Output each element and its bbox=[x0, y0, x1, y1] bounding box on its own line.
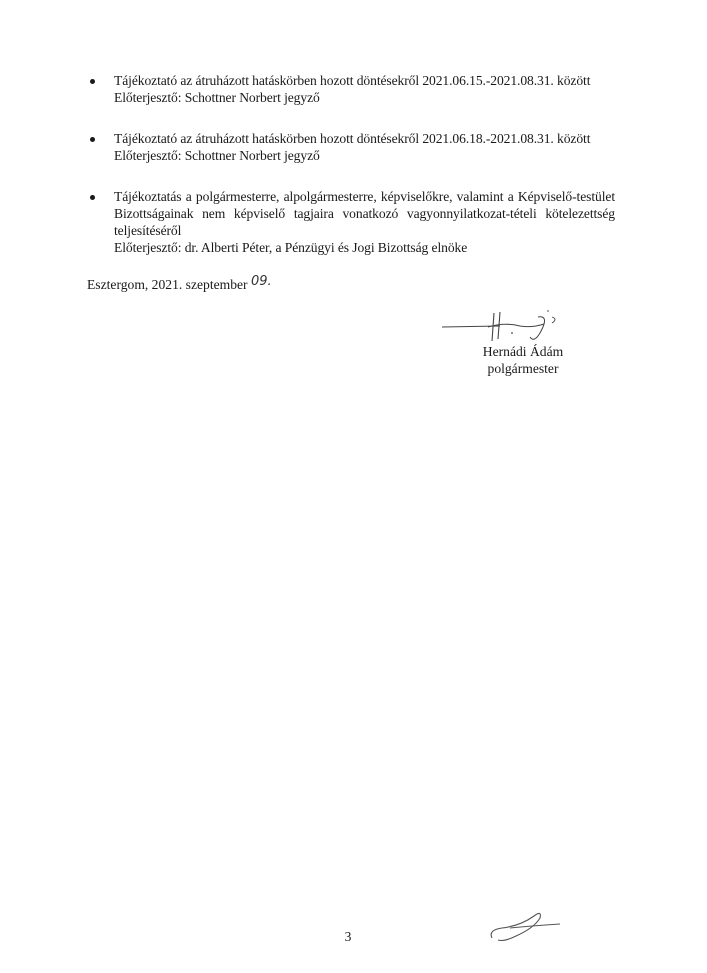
handwritten-day: 09. bbox=[250, 274, 272, 289]
agenda-item-presenter: Előterjesztő: Schottner Norbert jegyző bbox=[114, 90, 320, 105]
agenda-item-presenter: Előterjesztő: Schottner Norbert jegyző bbox=[114, 148, 320, 163]
agenda-item-title: Tájékoztató az átruházott hatáskörben hozott döntésekről 2021.06.18.-2021.08.31. között bbox=[114, 131, 591, 146]
agenda-item-presenter: Előterjesztő: dr. Alberti Péter, a Pénzügyi és Jogi Bizottság elnöke bbox=[114, 240, 468, 255]
signer-name: Hernádi Ádám bbox=[482, 344, 564, 359]
signature-icon bbox=[440, 305, 570, 347]
bullet-icon bbox=[90, 137, 95, 142]
agenda-item bbox=[90, 188, 615, 256]
page-number: 3 bbox=[344, 929, 352, 944]
agenda-item bbox=[90, 72, 615, 106]
bullet-icon bbox=[90, 79, 95, 84]
agenda-item bbox=[90, 130, 615, 164]
initials-icon bbox=[486, 906, 566, 946]
bullet-icon bbox=[90, 195, 95, 200]
agenda-list bbox=[90, 72, 615, 280]
place-and-date bbox=[87, 276, 272, 294]
place-date-text: Esztergom, 2021. szeptember bbox=[87, 277, 248, 292]
signer-title: polgármester bbox=[487, 361, 559, 376]
signer-block bbox=[468, 343, 578, 377]
agenda-item-title: Tájékoztatás a polgármesterre, alpolgármesterre, képviselőkre, valamint a Képviselő-testület Bizottságainak nem képviselő tagjaira vonatkozó vagyonnyilatkozat-tételi kötelezettség teljesítéséről bbox=[114, 189, 615, 238]
agenda-item-title: Tájékoztató az átruházott hatáskörben hozott döntésekről 2021.06.15.-2021.08.31. között bbox=[114, 73, 591, 88]
